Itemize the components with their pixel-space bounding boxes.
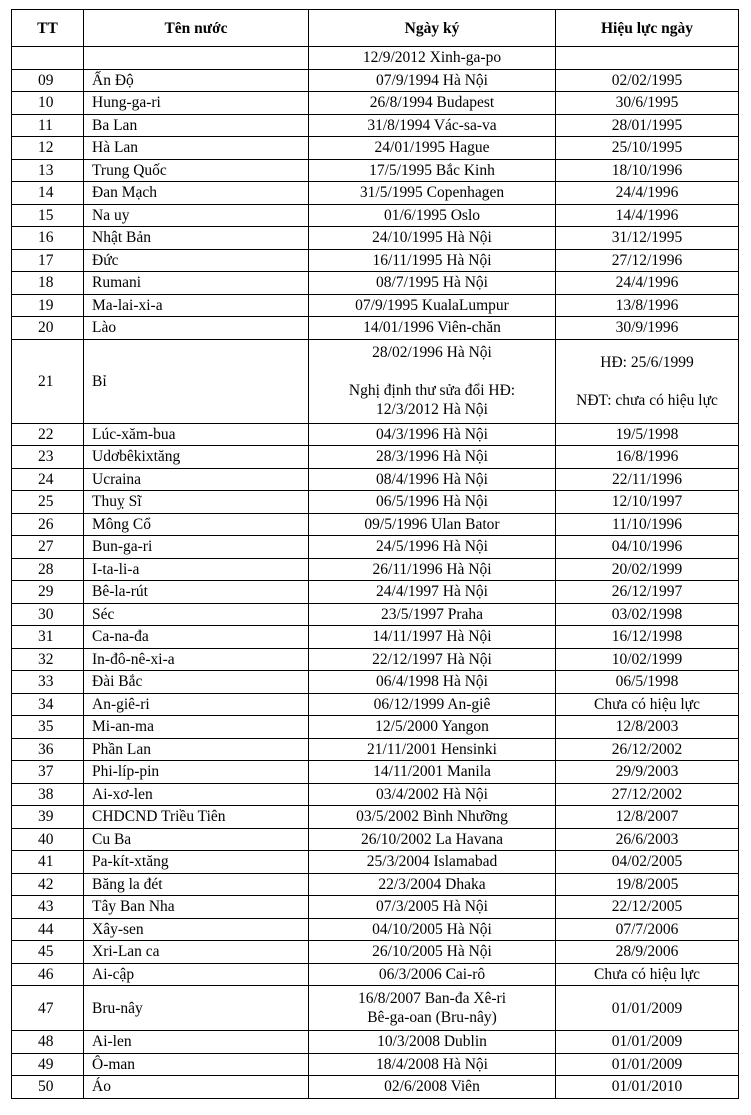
row-tt: 23: [12, 446, 84, 469]
row-tt: 48: [12, 1031, 84, 1054]
row-signed: 06/3/2006 Cai-rô: [309, 963, 556, 986]
row-signed: 14/01/1996 Viên-chăn: [309, 317, 556, 340]
table-row: [12, 851, 739, 874]
row-tt: 33: [12, 671, 84, 694]
table-row: [12, 918, 739, 941]
row-signed: 07/9/1995 KualaLumpur: [309, 294, 556, 317]
row-country: CHDCND Triều Tiên: [84, 806, 309, 829]
signed-line: 28/02/1996 Hà Nội: [372, 344, 492, 361]
row-country: Ấn Độ: [84, 69, 309, 92]
row-country: Lúc-xăm-bua: [84, 423, 309, 446]
row-tt: 39: [12, 806, 84, 829]
row-country: Lào: [84, 317, 309, 340]
row-tt: 42: [12, 873, 84, 896]
table-row: [12, 986, 739, 1031]
header-row: [12, 10, 739, 47]
table-row: [12, 761, 739, 784]
row-country: [84, 47, 309, 70]
row-effective: 01/01/2010: [556, 1076, 739, 1099]
amendment-date: 12/3/2012 Hà Nội: [376, 401, 488, 418]
row-country: I-ta-li-a: [84, 558, 309, 581]
row-signed: 28/3/1996 Hà Nội: [309, 446, 556, 469]
row-effective: 14/4/1996: [556, 204, 739, 227]
row-country: Băng la đét: [84, 873, 309, 896]
row-tt: 10: [12, 92, 84, 115]
table-row: [12, 339, 739, 423]
row-tt: 37: [12, 761, 84, 784]
row-effective: 01/01/2009: [556, 1053, 739, 1076]
row-signed: 03/5/2002 Bình Nhưỡng: [309, 806, 556, 829]
row-signed: 22/12/1997 Hà Nội: [309, 648, 556, 671]
table-row: [12, 182, 739, 205]
row-tt: 36: [12, 738, 84, 761]
row-effective: 04/02/2005: [556, 851, 739, 874]
table-row: [12, 873, 739, 896]
row-effective: 01/01/2009: [556, 986, 739, 1031]
row-effective: 26/12/2002: [556, 738, 739, 761]
row-tt: 11: [12, 114, 84, 137]
row-signed: 09/5/1996 Ulan Bator: [309, 513, 556, 536]
row-tt: 12: [12, 137, 84, 160]
row-effective: 12/8/2007: [556, 806, 739, 829]
header-effective-date: Hiệu lực ngày: [556, 10, 739, 47]
row-effective: 03/02/1998: [556, 603, 739, 626]
row-tt: 31: [12, 626, 84, 649]
row-effective: 28/01/1995: [556, 114, 739, 137]
row-country: Xây-sen: [84, 918, 309, 941]
row-signed: 24/4/1997 Hà Nội: [309, 581, 556, 604]
row-tt: [12, 47, 84, 70]
row-country: Ai-len: [84, 1031, 309, 1054]
row-tt: 32: [12, 648, 84, 671]
row-tt: 46: [12, 963, 84, 986]
row-country: Na uy: [84, 204, 309, 227]
row-tt: 13: [12, 159, 84, 182]
table-row: [12, 272, 739, 295]
table-row: [12, 896, 739, 919]
row-country: Nhật Bản: [84, 227, 309, 250]
row-signed: 26/10/2005 Hà Nội: [309, 941, 556, 964]
header-country-name: Tên nước: [84, 10, 309, 47]
row-effective: 07/7/2006: [556, 918, 739, 941]
row-country: Pa-kít-xtăng: [84, 851, 309, 874]
row-country: Rumani: [84, 272, 309, 295]
row-tt: 50: [12, 1076, 84, 1099]
table-row: [12, 558, 739, 581]
row-signed: 08/7/1995 Hà Nội: [309, 272, 556, 295]
row-country: Đức: [84, 249, 309, 272]
header-signed-date: Ngày ký: [309, 10, 556, 47]
row-signed: 10/3/2008 Dublin: [309, 1031, 556, 1054]
row-signed: 24/01/1995 Hague: [309, 137, 556, 160]
row-country: Đan Mạch: [84, 182, 309, 205]
signed-line: 16/8/2007 Ban-đa Xê-ri: [357, 990, 507, 1007]
row-tt: 27: [12, 536, 84, 559]
table-row: [12, 1031, 739, 1054]
row-signed: 21/11/2001 Hensinki: [309, 738, 556, 761]
amendment-label: Nghị định thư sửa đổi HĐ:: [348, 382, 516, 399]
table-row: [12, 69, 739, 92]
row-country: Ai-xơ-len: [84, 783, 309, 806]
row-signed: 24/5/1996 Hà Nội: [309, 536, 556, 559]
row-signed: 31/5/1995 Copenhagen: [309, 182, 556, 205]
row-country: Udơbêkixtăng: [84, 446, 309, 469]
row-tt: 45: [12, 941, 84, 964]
row-signed: 26/8/1994 Budapest: [309, 92, 556, 115]
row-country: Cu Ba: [84, 828, 309, 851]
row-country: Mi-an-ma: [84, 716, 309, 739]
table-row: [12, 536, 739, 559]
row-signed: 12/5/2000 Yangon: [309, 716, 556, 739]
row-country: Bỉ: [84, 339, 309, 423]
row-signed: 02/6/2008 Viên: [309, 1076, 556, 1099]
row-tt: 29: [12, 581, 84, 604]
row-effective: 30/9/1996: [556, 317, 739, 340]
row-effective: 24/4/1996: [556, 272, 739, 295]
signed-place: Bê-ga-oan (Bru-nây): [367, 1009, 497, 1026]
row-effective: 16/12/1998: [556, 626, 739, 649]
row-country: Trung Quốc: [84, 159, 309, 182]
row-signed: 14/11/1997 Hà Nội: [309, 626, 556, 649]
table-row: [12, 513, 739, 536]
row-country: Thuỵ Sĩ: [84, 491, 309, 514]
row-country: Phi-líp-pin: [84, 761, 309, 784]
row-signed: 06/5/1996 Hà Nội: [309, 491, 556, 514]
row-signed: 12/9/2012 Xinh-ga-po: [309, 47, 556, 70]
row-country: Xri-Lan ca: [84, 941, 309, 964]
table-row: [12, 1076, 739, 1099]
row-signed: 16/11/1995 Hà Nội: [309, 249, 556, 272]
row-effective: 18/10/1996: [556, 159, 739, 182]
row-signed: 24/10/1995 Hà Nội: [309, 227, 556, 250]
row-country: Đài Bắc: [84, 671, 309, 694]
effective-agreement: HĐ: 25/6/1999: [600, 353, 694, 371]
row-tt: 26: [12, 513, 84, 536]
row-tt: 40: [12, 828, 84, 851]
row-tt: 30: [12, 603, 84, 626]
row-country: In-đô-nê-xi-a: [84, 648, 309, 671]
row-signed: 08/4/1996 Hà Nội: [309, 468, 556, 491]
row-signed: 23/5/1997 Praha: [309, 603, 556, 626]
row-signed: 07/3/2005 Hà Nội: [309, 896, 556, 919]
table-row: [12, 828, 739, 851]
table-row: [12, 227, 739, 250]
row-signed: 06/12/1999 An-giê: [309, 693, 556, 716]
row-signed: 07/9/1994 Hà Nội: [309, 69, 556, 92]
row-tt: 22: [12, 423, 84, 446]
row-tt: 19: [12, 294, 84, 317]
row-effective: 10/02/1999: [556, 648, 739, 671]
row-country: Ucraina: [84, 468, 309, 491]
row-signed: 26/11/1996 Hà Nội: [309, 558, 556, 581]
row-country: Bru-nây: [84, 986, 309, 1031]
table-row: [12, 738, 739, 761]
table-row: [12, 1053, 739, 1076]
row-effective: 26/6/2003: [556, 828, 739, 851]
row-tt: 17: [12, 249, 84, 272]
row-signed: [309, 339, 556, 423]
row-tt: 18: [12, 272, 84, 295]
row-signed: 22/3/2004 Dhaka: [309, 873, 556, 896]
row-effective: 20/02/1999: [556, 558, 739, 581]
row-country: Ô-man: [84, 1053, 309, 1076]
table-row: [12, 92, 739, 115]
row-tt: 35: [12, 716, 84, 739]
row-country: Bun-ga-ri: [84, 536, 309, 559]
table-row: [12, 204, 739, 227]
row-effective: 22/12/2005: [556, 896, 739, 919]
table-row: [12, 446, 739, 469]
table-row: [12, 806, 739, 829]
row-tt: 20: [12, 317, 84, 340]
row-country: Áo: [84, 1076, 309, 1099]
row-effective: 19/5/1998: [556, 423, 739, 446]
table-row: [12, 941, 739, 964]
table-row: [12, 468, 739, 491]
row-tt: 43: [12, 896, 84, 919]
row-effective: 29/9/2003: [556, 761, 739, 784]
row-country: Séc: [84, 603, 309, 626]
row-effective: 25/10/1995: [556, 137, 739, 160]
row-signed: 04/3/1996 Hà Nội: [309, 423, 556, 446]
row-tt: 25: [12, 491, 84, 514]
table-row: [12, 693, 739, 716]
row-effective: 24/4/1996: [556, 182, 739, 205]
table-row: [12, 47, 739, 70]
row-effective: 16/8/1996: [556, 446, 739, 469]
row-effective: Chưa có hiệu lực: [556, 693, 739, 716]
row-signed: 18/4/2008 Hà Nội: [309, 1053, 556, 1076]
row-effective: 31/12/1995: [556, 227, 739, 250]
row-country: Ai-cập: [84, 963, 309, 986]
table-row: [12, 317, 739, 340]
table-row: [12, 783, 739, 806]
row-signed: 25/3/2004 Islamabad: [309, 851, 556, 874]
row-signed: 04/10/2005 Hà Nội: [309, 918, 556, 941]
row-country: Mông Cổ: [84, 513, 309, 536]
row-effective: 22/11/1996: [556, 468, 739, 491]
row-tt: 41: [12, 851, 84, 874]
row-effective: 27/12/1996: [556, 249, 739, 272]
row-country: Ca-na-đa: [84, 626, 309, 649]
table-row: [12, 294, 739, 317]
row-country: An-giê-ri: [84, 693, 309, 716]
table-row: [12, 648, 739, 671]
table-row: [12, 581, 739, 604]
row-effective: [556, 339, 739, 423]
row-signed: 01/6/1995 Oslo: [309, 204, 556, 227]
row-tt: 09: [12, 69, 84, 92]
table-row: [12, 491, 739, 514]
row-effective: 11/10/1996: [556, 513, 739, 536]
row-effective: 26/12/1997: [556, 581, 739, 604]
row-tt: 44: [12, 918, 84, 941]
row-effective: 12/10/1997: [556, 491, 739, 514]
row-effective: [556, 47, 739, 70]
row-signed: 06/4/1998 Hà Nội: [309, 671, 556, 694]
row-tt: 34: [12, 693, 84, 716]
row-effective: 30/6/1995: [556, 92, 739, 115]
row-signed: 14/11/2001 Manila: [309, 761, 556, 784]
table-row: [12, 626, 739, 649]
table-row: [12, 671, 739, 694]
table-row: [12, 114, 739, 137]
row-effective: 01/01/2009: [556, 1031, 739, 1054]
row-effective: 04/10/1996: [556, 536, 739, 559]
treaty-table: [11, 9, 739, 1099]
row-signed: 03/4/2002 Hà Nội: [309, 783, 556, 806]
row-effective: 27/12/2002: [556, 783, 739, 806]
table-row: [12, 249, 739, 272]
row-tt: 24: [12, 468, 84, 491]
row-signed: 31/8/1994 Vác-sa-va: [309, 114, 556, 137]
row-tt: 21: [12, 339, 84, 423]
row-effective: 13/8/1996: [556, 294, 739, 317]
row-signed: 17/5/1995 Bắc Kinh: [309, 159, 556, 182]
row-tt: 15: [12, 204, 84, 227]
row-country: Tây Ban Nha: [84, 896, 309, 919]
table-row: [12, 603, 739, 626]
row-country: Ma-lai-xi-a: [84, 294, 309, 317]
row-effective: 12/8/2003: [556, 716, 739, 739]
row-effective: 19/8/2005: [556, 873, 739, 896]
row-tt: 14: [12, 182, 84, 205]
row-effective: Chưa có hiệu lực: [556, 963, 739, 986]
table-row: [12, 716, 739, 739]
row-tt: 28: [12, 558, 84, 581]
row-tt: 38: [12, 783, 84, 806]
table-row: [12, 159, 739, 182]
effective-protocol: NĐT: chưa có hiệu lực: [576, 391, 718, 409]
row-signed: [309, 986, 556, 1031]
row-tt: 47: [12, 986, 84, 1031]
row-signed: 26/10/2002 La Havana: [309, 828, 556, 851]
table-row: [12, 963, 739, 986]
row-effective: 06/5/1998: [556, 671, 739, 694]
row-effective: 28/9/2006: [556, 941, 739, 964]
row-country: Bê-la-rút: [84, 581, 309, 604]
row-tt: 49: [12, 1053, 84, 1076]
row-tt: 16: [12, 227, 84, 250]
table-row: [12, 137, 739, 160]
row-country: Phần Lan: [84, 738, 309, 761]
row-country: Hà Lan: [84, 137, 309, 160]
row-country: Hung-ga-ri: [84, 92, 309, 115]
row-effective: 02/02/1995: [556, 69, 739, 92]
row-country: Ba Lan: [84, 114, 309, 137]
header-tt: TT: [12, 10, 84, 47]
table-row: [12, 423, 739, 446]
